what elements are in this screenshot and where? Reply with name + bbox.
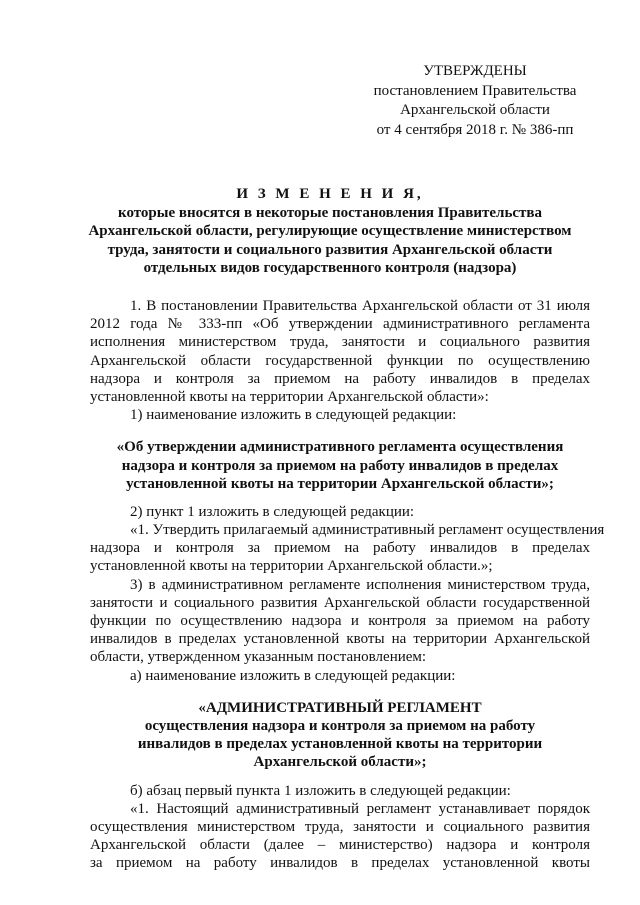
approval-line-1: УТВЕРЖДЕНЫ [423,63,527,79]
p1-line-1: 1. В постановлении Правительства Архангельской области от 31 июля [130,298,590,314]
p3-line-2: «1. Настоящий административный регламент устанавливает порядок [130,800,590,817]
p3-line-1: б) абзац первый пункта 1 изложить в следующей редакции: [130,782,511,799]
approval-line-4: от 4 сентября 2018 г. № 386-пп [376,121,574,138]
p2-line-4: установленной квоты на территории Архангельской области.»; [90,558,493,575]
approval-line-3: Архангельской области [400,102,550,118]
p2-line-10: а) наименование изложить в следующей редакции: [130,667,456,684]
p2-line-5: 3) в административном регламенте исполнения министерством труда, [130,576,590,593]
p3-line-4: Архангельской области (далее – министерство) надзора и контроля [90,837,590,854]
quote2-line-3: инвалидов в пределах установленной квоты на территории [137,736,543,753]
p1-line-7: 1) наименование изложить в следующей редакции: [130,407,457,424]
quote2-line-2: осуществления надзора и контроля за приемом на работу [144,717,536,734]
document-body [90,297,605,872]
document-title [70,185,590,278]
p1-line-2: 2012 года № 333-пп «Об утверждении административного регламента [90,316,590,333]
p2-line-6: занятости и социального развития Архангельской области государственной [90,594,590,611]
quote1-line-1: «Об утверждении административного регламента осуществления [116,439,564,456]
p1-line-6: установленной квоты на территории Архангельской области»: [90,388,489,405]
title-line-4: отдельных видов государственного контроля (надзора) [143,260,517,276]
p2-line-2: «1. Утвердить прилагаемый административный регламент осуществления [130,522,605,539]
quote2-line-1: «АДМИНИСТРАТИВНЫЙ РЕГЛАМЕНТ [198,699,482,716]
p1-line-3: исполнения министерством труда, занятости и социального развития [90,334,590,351]
title-line-3: труда, занятости и социального развития Архангельской области [107,241,553,258]
p2-line-9: области, утвержденном указанным постановлением: [90,649,427,666]
title-heading: И З М Е Н Е Н И Я, [236,186,424,202]
p3-line-5: за приемом на работу инвалидов в пределах установленной квоты [90,855,590,872]
approval-stamp [360,62,590,140]
p1-line-4: Архангельской области государственной функции по осуществлению [90,352,590,369]
title-line-2: Архангельской области, регулирующие осуществление министерством [88,223,572,239]
approval-line-2: постановлением Правительства [373,82,577,99]
title-line-1: которые вносятся в некоторые постановления Правительства [118,204,542,221]
p1-line-5: надзора и контроля за приемом на работу инвалидов в пределах [90,370,590,387]
quote1-line-3: установленной квоты на территории Архангельской области»; [126,475,554,492]
p3-line-3: осуществления министерством труда, занятости и социального развития [90,818,590,835]
p2-line-7: функции по осуществлению надзора и контроля за приемом на работу [90,613,590,629]
p2-line-1: 2) пункт 1 изложить в следующей редакции: [130,503,415,520]
p2-line-8: инвалидов в пределах установленной квоты на территории Архангельской [90,631,590,648]
quote1-line-2: надзора и контроля за приемом на работу инвалидов в пределах [121,457,559,474]
p2-line-3: надзора и контроля за приемом на работу инвалидов в пределах [90,540,590,557]
quote2-line-4: Архангельской области»; [253,754,427,771]
